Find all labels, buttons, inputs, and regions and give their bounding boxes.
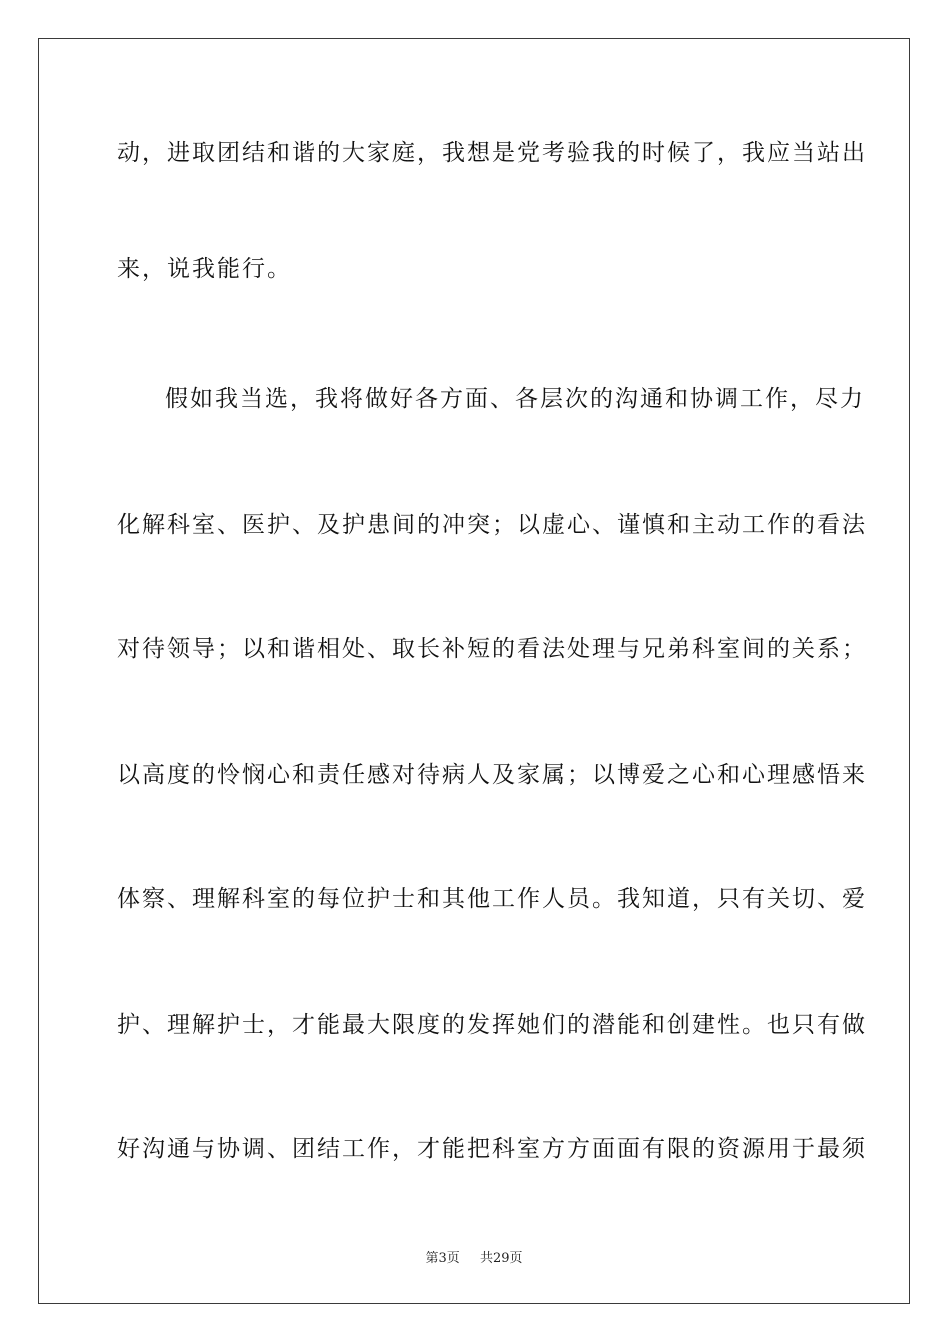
- text-line: 好沟通与协调、团结工作，才能把科室方方面面有限的资源用于最须: [117, 1136, 867, 1162]
- text-line: 以高度的怜悯心和责任感对待病人及家属；以博爱之心和心理感悟来: [117, 762, 867, 788]
- text-line: 体察、理解科室的每位护士和其他工作人员。我知道，只有关切、爱: [117, 886, 867, 912]
- paragraph-first-line: 假如我当选，我将做好各方面、各层次的沟通和协调工作，尽力: [165, 386, 865, 412]
- text-line: 化解科室、医护、及护患间的冲突；以虚心、谨慎和主动工作的看法: [117, 512, 867, 538]
- page-number: 第3页: [425, 1251, 460, 1266]
- text-line: 护、理解护士，才能最大限度的发挥她们的潜能和创建性。也只有做: [117, 1012, 867, 1038]
- page-footer: [39, 1247, 909, 1266]
- text-line: 来，说我能行。: [117, 256, 292, 282]
- total-pages: 共29页: [480, 1251, 523, 1266]
- text-line: 动，进取团结和谐的大家庭，我想是党考验我的时候了，我应当站出: [117, 140, 867, 166]
- page-frame: [38, 38, 910, 1304]
- text-line: 对待领导；以和谐相处、取长补短的看法处理与兄弟科室间的关系；: [117, 636, 867, 662]
